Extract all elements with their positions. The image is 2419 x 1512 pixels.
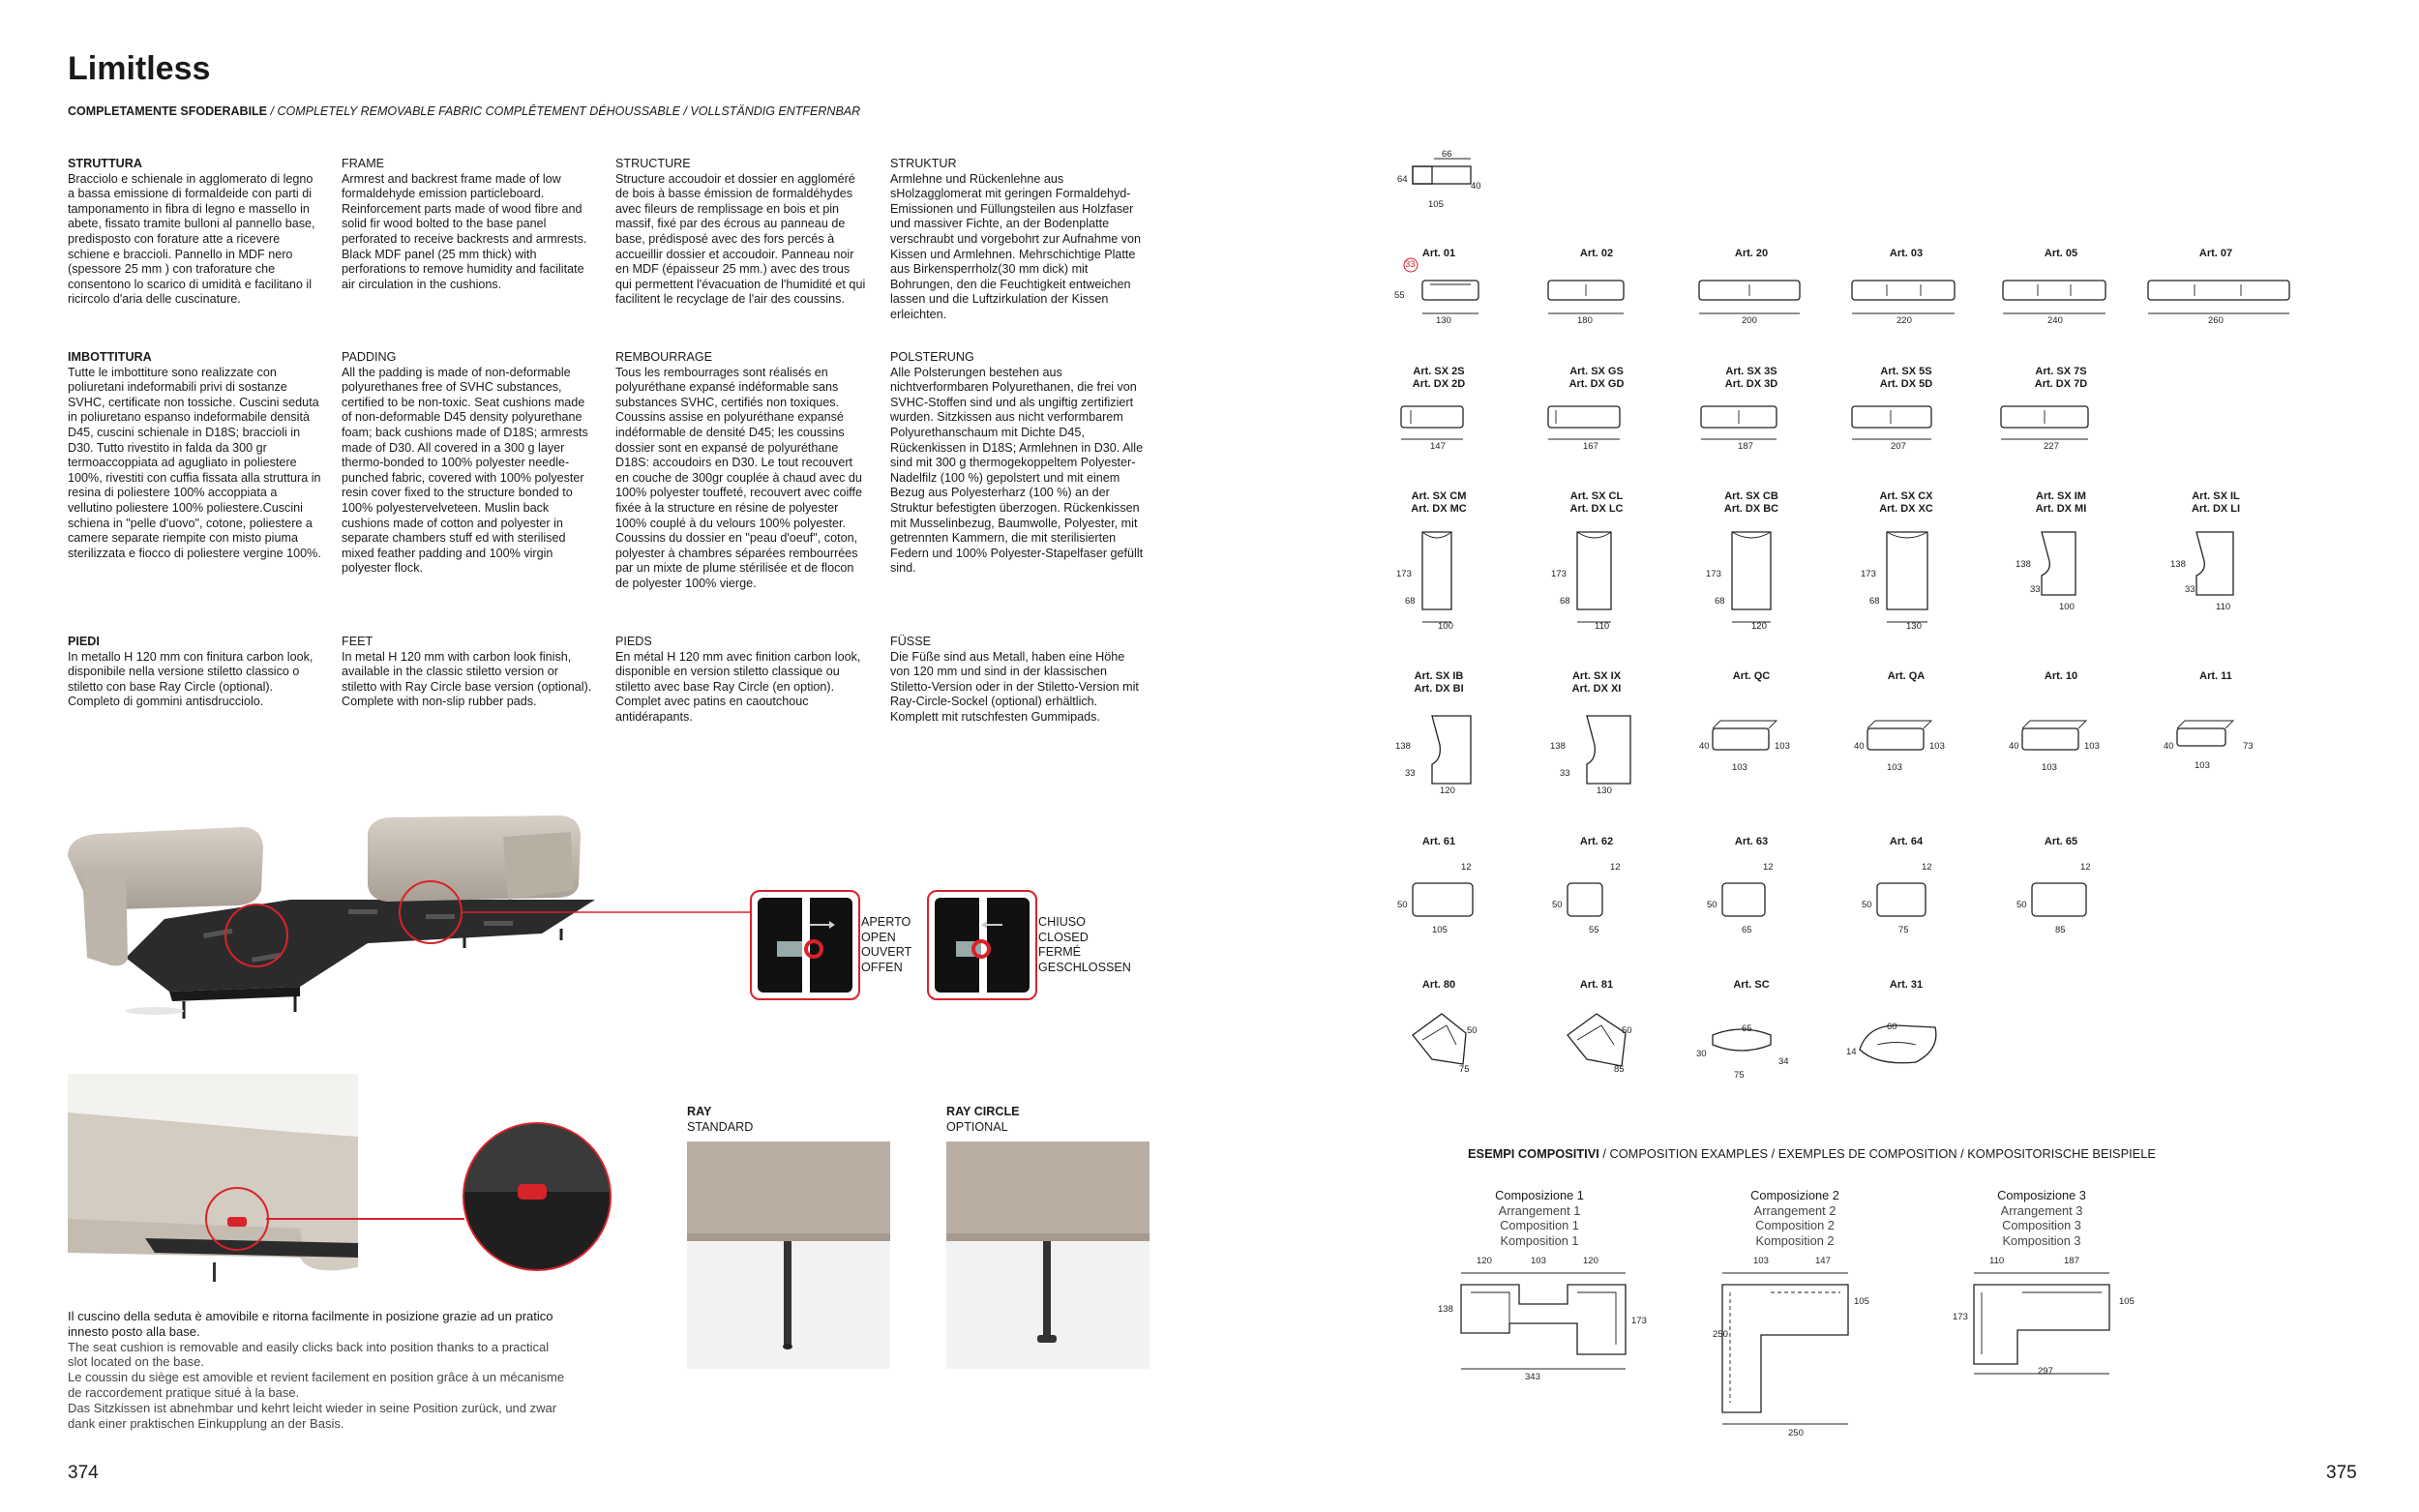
dim-height: 173 — [1396, 569, 1412, 579]
dim-depth: 33 — [1405, 768, 1416, 779]
comp3-dim: 187 — [2064, 1256, 2079, 1266]
comp2-dim: 103 — [1753, 1256, 1769, 1266]
article-label: Art. 11 — [2199, 670, 2232, 682]
page-number-right: 375 — [2326, 1463, 2357, 1483]
article-label: Art. 62 — [1579, 836, 1614, 847]
article-label: Art. 03 — [1889, 248, 1924, 259]
row4-module-drawings — [1393, 711, 2361, 798]
dim-width: 103 — [2042, 762, 2057, 773]
dim-height: 173 — [1706, 569, 1721, 579]
dim-depth: 68 — [1405, 596, 1416, 607]
article-label: Art. SC — [1733, 979, 1770, 991]
imbottitura-en: PADDING All the padding is made of non-deformable polyurethanes free of SVHC substances, certified to be non-toxic. Seat cushions made of non-deformable D45 density polyurethane foam; back cushions made of D18S; armrests made of D30. All covered in a 300 g layer thermo-bonded to 100% polyester needle-punched fabric, covered with 100% polyester resin cover fixed to the structure bonded to 100% polyestervelveteen. Muslin back cushions made of cotton and polyester in separate chambers stuff ed with sterilised mixed feather padding and 100% virgin polyester flock. — [342, 350, 588, 576]
dim-a: 40 — [2164, 741, 2174, 752]
row5-cushion-drawings — [1393, 866, 2167, 934]
dim-width: 240 — [2047, 315, 2063, 326]
composition-title: Composizione 1 Arrangement 1 Composition 1 Komposition 1 — [1495, 1188, 1584, 1248]
struttura-de: STRUKTUR Armlehne und Rückenlehne aus sHolzagglomerat mit geringen Formaldehyd-Emissionen und Füllungsteilen aus Holzfaser und massiver Fichte, an der Bodenplatte verschraubt und vorgebohrt zur Aufnahme von Kissen und Armlehnen. Mehrschichtige Platte aus Birkensperrholz(30 mm dick) mit Bohrungen, den die Feuchtigkeit entweichen lassen und die Luftzirkulation der Kissen erleichten. — [890, 157, 1142, 321]
article-label: Art. SX IM Art. DX MI — [2035, 490, 2087, 515]
article-label: Art. 63 — [1734, 836, 1769, 847]
page-number-left: 374 — [68, 1463, 99, 1483]
dim-height: 173 — [1551, 569, 1567, 579]
dim-width: 130 — [1597, 786, 1612, 796]
article-label: Art. QA — [1887, 670, 1926, 682]
dim-width: 85 — [2055, 925, 2066, 935]
dim-height: 50 — [1552, 900, 1563, 910]
comp1-dim: 138 — [1438, 1304, 1453, 1315]
dim-width: 120 — [1751, 621, 1767, 632]
foot-ray-photo — [687, 1141, 890, 1369]
composition-title: Composizione 3 Arrangement 3 Composition 3 Komposition 3 — [1997, 1188, 2086, 1248]
article-label: Art. SX 5S Art. DX 5D — [1879, 366, 1933, 390]
legend-dim-depth: 40 — [1471, 181, 1481, 192]
mechanism-closed-detail — [927, 890, 1037, 1000]
dim-width: 103 — [1887, 762, 1902, 773]
comp1-dim: 120 — [1477, 1256, 1492, 1266]
dim-width: 55 — [1589, 925, 1599, 935]
comp2-dim: 250 — [1713, 1329, 1728, 1340]
dim-width: 110 — [1595, 621, 1610, 632]
dim-width: 105 — [1432, 925, 1448, 935]
dim-a: 50 — [1467, 1025, 1478, 1036]
dim-depth: 68 — [1869, 596, 1880, 607]
page-title: Limitless — [68, 50, 211, 87]
dim-height: 50 — [2016, 900, 2027, 910]
struttura-it: STRUTTURA Bracciolo e schienale in agglomerato di legno a bassa emissione di formaldeide con parti di tamponamento in fibra di legno e massello in abete, fissato tramite bulloni al pannello base, predisposto con forature atte a ricevere schiene e braccioli. Pannello in MDF nero (spessore 25 mm ) con traforature che consentono lo scarico di umidità e facilitano il ricircolo d'aria delle cuscinature. — [68, 157, 315, 307]
article-label: Art. SX IB Art. DX BI — [1414, 670, 1464, 695]
article-label: Art. SX 2S Art. DX 2D — [1412, 366, 1466, 390]
imbottitura-fr: REMBOURRAGE Tous les rembourrages sont réalisés en polyuréthane expansé indéformable sans substances SVHC, certifiés non toxiques. Coussins assise en polyuréthane expansé indéformable de densité D45; les coussins dossier sont en expansé de polyuréthane D18S: accoudoirs en D30. Le tout recouvert en couche de 300gr couplée à chaud avec du 100% polyester touffeté, recouvert avec coiffe fixée à la structure en résine de polyester 100% couplé à du velours 100% polyester. Coussins du dossier en "peau d'oeuf", coton, polyester à chambres séparées rembourrées par un mixte de plume stérilisée et de flocon de polyester 100% vierge. — [615, 350, 863, 590]
dim-b: 75 — [1734, 1070, 1745, 1081]
dim-b: 103 — [2084, 741, 2100, 752]
legend-dim-width: 66 — [1442, 149, 1452, 160]
row3-chaise-drawings — [1393, 522, 2361, 629]
article-label: Art. SX CX Art. DX XC — [1879, 490, 1933, 515]
seat-cushion-photo — [68, 1074, 358, 1287]
piedi-it: PIEDI In metallo H 120 mm con finitura carbon look, disponibile nella versione stiletto classico o stiletto con base Ray Circle (optional). Completo di gommini antisdrucciolo. — [68, 635, 314, 709]
article-label: Art. SX 7S Art. DX 7D — [2034, 366, 2088, 390]
dim-width: 180 — [1577, 315, 1593, 326]
foot-ray-circle-photo — [946, 1141, 1150, 1369]
label-open: APERTO OPEN OUVERT OFFEN — [861, 915, 912, 974]
dim-width: 103 — [2195, 760, 2210, 771]
comp1-dim: 103 — [1531, 1256, 1546, 1266]
comp3-dim: 110 — [1989, 1256, 2005, 1266]
dim-width: 100 — [1438, 621, 1453, 632]
article-label: Art. 31 — [1889, 979, 1924, 991]
article-label: Art. QC — [1732, 670, 1771, 682]
article-label: Art. SX 3S Art. DX 3D — [1724, 366, 1778, 390]
piedi-en: FEET In metal H 120 mm with carbon look finish, available in the classic stiletto version or stiletto with Ray Circle base version (optional). Complete with non-slip rubber pads. — [342, 635, 592, 709]
article-label: Art. 20 — [1734, 248, 1769, 259]
seat-caption: Il cuscino della seduta è amovibile e ritorna facilmente in posizione grazie ad un pratico innesto posto alla base. The seat cushion is removable and easily clicks back into position thanks to a practical slot located on the base. Le coussin du siège est amovible et revient facilement en position grâce à un mécanisme de raccordement pratique situé à la base. Das Sitzkissen ist abnehmbar und kehrt leicht wieder in seine Position zurück, und zwar dank einer praktischen Einkupplung an der Basis. — [68, 1309, 565, 1431]
comp3-dim: 173 — [1953, 1312, 1968, 1322]
struttura-en: FRAME Armrest and backrest frame made of low formaldehyde emission particleboard. Reinforcement parts made of wood fibre and solid fir wood bolted to the base panel perforated to receive backrests and armrests. Black MDF panel (25 mm thick) with perforations to remove humidity and facilitate air circulation in the cushions. — [342, 157, 587, 291]
dim-depth: 33 — [2030, 584, 2041, 595]
dim-a: 40 — [1699, 741, 1710, 752]
dim-b: 14 — [1846, 1047, 1857, 1057]
callout-line — [266, 1218, 464, 1220]
dim-height: 138 — [2170, 559, 2186, 570]
row6-cushion-drawings — [1393, 1006, 2071, 1083]
dim-width: 103 — [1732, 762, 1747, 773]
article-label: Art. SX IX Art. DX XI — [1571, 670, 1622, 695]
article-label: Art. 02 — [1579, 248, 1614, 259]
dim-width: 110 — [2216, 602, 2231, 612]
article-label: Art. SX CB Art. DX BC — [1723, 490, 1779, 515]
dim-a: 40 — [2009, 741, 2019, 752]
piedi-fr: PIEDS En métal H 120 mm avec finition carbon look, disponible en version stiletto classique ou stiletto avec base Ray Circle (en option). Complet avec patins en caoutchouc antidérapants. — [615, 635, 861, 724]
dim-width: 75 — [1898, 925, 1909, 935]
dim-height: 50 — [1397, 900, 1408, 910]
comp2-dim: 250 — [1788, 1428, 1804, 1438]
article-label: Art. SX GS Art. DX GD — [1568, 366, 1625, 390]
badge-dim: 33 — [1405, 259, 1416, 270]
dim-height: 50 — [1707, 900, 1717, 910]
article-label: Art. SX CM Art. DX MC — [1411, 490, 1467, 515]
piedi-de: FÜSSE Die Füße sind aus Metall, haben eine Höhe von 120 mm und sind in der klassischen Stiletto-Version oder in der Stiletto-Version mit Ray-Circle-Sockel (optional) erhältlich. Komplett mit rutschfesten Gummipads. — [890, 635, 1139, 724]
slot-detail-circle — [463, 1122, 612, 1271]
article-label: Art. SX CL Art. DX LC — [1569, 490, 1624, 515]
article-label: Art. 81 — [1579, 979, 1614, 991]
dim-b: 85 — [1614, 1064, 1625, 1075]
dim-thickness: 12 — [1461, 862, 1472, 873]
article-label: Art. 65 — [2044, 836, 2078, 847]
dim-b: 73 — [2243, 741, 2254, 752]
struttura-fr: STRUCTURE Structure accoudoir et dossier en aggloméré de bois à basse émission de formaldéhydes avec fileurs de remplissage en bois et pin massif, fixé par des écrous au panneau de base, prédisposé avec des fors percés à accueillir dossier et accoudoir. Panneau noir en MDF (épaisseur 25 mm.) avec des trous qui permettent l'évacuation de l'humidité et qui facilitent le recyclage de l'air des coussins. — [615, 157, 866, 307]
composition-plans — [1442, 1258, 2313, 1432]
dim-width: 260 — [2208, 315, 2224, 326]
dim-width: 147 — [1430, 441, 1446, 452]
compositions-heading: ESEMPI COMPOSITIVI / COMPOSITION EXAMPLES / EXEMPLES DE COMPOSITION / KOMPOSITORISCHE BEISPIELE — [1468, 1146, 2156, 1161]
article-label: Art. 80 — [1421, 979, 1456, 991]
dim-height: 55 — [1394, 290, 1405, 301]
comp2-dim: 105 — [1854, 1296, 1869, 1307]
dim-height: 138 — [1550, 741, 1566, 752]
dim-width: 227 — [2044, 441, 2059, 452]
comp1-dim: 173 — [1631, 1316, 1647, 1326]
dim-width: 130 — [1436, 315, 1451, 326]
article-label: Art. 61 — [1421, 836, 1456, 847]
dim-height: 138 — [1395, 741, 1411, 752]
dim-width: 207 — [1891, 441, 1906, 452]
dim-b: 103 — [1775, 741, 1790, 752]
dim-b: 75 — [1459, 1064, 1470, 1075]
legend-dim-height: 64 — [1397, 174, 1408, 185]
dim-width: 220 — [1896, 315, 1912, 326]
dim-c: 30 — [1696, 1049, 1707, 1059]
article-label: Art. 10 — [2044, 670, 2078, 682]
dim-height: 50 — [1862, 900, 1872, 910]
dim-depth: 33 — [2185, 584, 2195, 595]
comp3-dim: 105 — [2119, 1296, 2135, 1307]
dim-height: 173 — [1861, 569, 1876, 579]
dim-a: 65 — [1742, 1023, 1752, 1034]
comp3-dim: 297 — [2038, 1366, 2053, 1377]
dim-thickness: 12 — [1610, 862, 1621, 873]
dim-width: 65 — [1742, 925, 1752, 935]
article-label: Art. SX IL Art. DX LI — [2191, 490, 2241, 515]
sofa-platform-illustration — [58, 813, 619, 1045]
dim-width: 100 — [2059, 602, 2075, 612]
dim-thickness: 12 — [2080, 862, 2091, 873]
article-label: Art. 07 — [2198, 248, 2233, 259]
dim-height: 138 — [2016, 559, 2031, 570]
dim-thickness: 12 — [1922, 862, 1932, 873]
mechanism-open-detail — [750, 890, 860, 1000]
dim-a: 60 — [1887, 1022, 1897, 1032]
dim-depth: 33 — [1560, 768, 1570, 779]
dim-width: 130 — [1906, 621, 1922, 632]
article-label: Art. 01 — [1421, 248, 1456, 259]
article-label: Art. 64 — [1889, 836, 1924, 847]
subtitle: COMPLETAMENTE SFODERABILE / COMPLETELY REMOVABLE FABRIC COMPLÊTEMENT DÉHOUSSABLE / VOLLSTÄNDIG ENTFERNBAR — [68, 104, 861, 118]
label-closed: CHIUSO CLOSED FERMÉ GESCHLOSSEN — [1038, 915, 1131, 974]
composition-title: Composizione 2 Arrangement 2 Composition 2 Komposition 2 — [1750, 1188, 1839, 1248]
article-label: Art. 05 — [2044, 248, 2078, 259]
comp2-dim: 147 — [1815, 1256, 1831, 1266]
legend-dim-length: 105 — [1428, 199, 1444, 210]
dim-thickness: 12 — [1763, 862, 1774, 873]
dim-depth: 68 — [1715, 596, 1725, 607]
foot-ray-circle-label: RAY CIRCLE OPTIONAL — [946, 1105, 1020, 1134]
dim-width: 200 — [1742, 315, 1757, 326]
comp1-dim: 343 — [1525, 1372, 1540, 1382]
dim-a: 50 — [1622, 1025, 1632, 1036]
imbottitura-it: IMBOTTITURA Tutte le imbottiture sono realizzate con poliuretani indeformabili privi di sostanze SVHC, certificate non tossiche. Cuscini seduta in poliuretano espanso indeformabile densità D45, cuscini schienale in D18S; braccioli in D30. Tutto rivestito in falda da 300 gr termoaccoppiata ad agugliato in poliestere 100%, rivestiti con cuffia fissata alla struttura in resina di poliestere 100% accoppiata a vellutino poliestere 100% poliestere.Cuscini schiena in "pelle d'uovo", cotone, poliestere a camere separate riempite con misto piuma sterilizzata e fiocco di poliestere vergine 100%. — [68, 350, 321, 560]
dim-width: 187 — [1738, 441, 1753, 452]
dim-width: 120 — [1440, 786, 1455, 796]
dim-d: 34 — [1778, 1056, 1789, 1067]
dim-b: 103 — [1929, 741, 1945, 752]
comp1-dim: 120 — [1583, 1256, 1598, 1266]
foot-ray-label: RAY STANDARD — [687, 1105, 754, 1134]
dim-width: 167 — [1583, 441, 1598, 452]
imbottitura-de: POLSTERUNG Alle Polsterungen bestehen aus nichtverformbaren Polyurethanen, die frei von SVHC-Stoffen sind und als ungiftig zertifiziert wurden. Sitzkissen aus nicht verformbarem Polyurethanschaum mit Dichte D45, Rückenkissen in D18S; Armlehnen in D30. Alle sind mit 300 g thermogekoppeltem Polyester-Nadelfilz (100 %) gepolstert und mit einem Bezug aus Polyesterharz (100 %) an der Struktur befestigten überzogen. Rückenkissen mit Musselinbezug, Baumwolle, Polyester, mit getrennten Kammern, die mit sterilisierten Federn und 100% Polyester-Stapelfaser gefüllt sind. — [890, 350, 1144, 576]
dim-a: 40 — [1854, 741, 1865, 752]
dim-depth: 68 — [1560, 596, 1570, 607]
